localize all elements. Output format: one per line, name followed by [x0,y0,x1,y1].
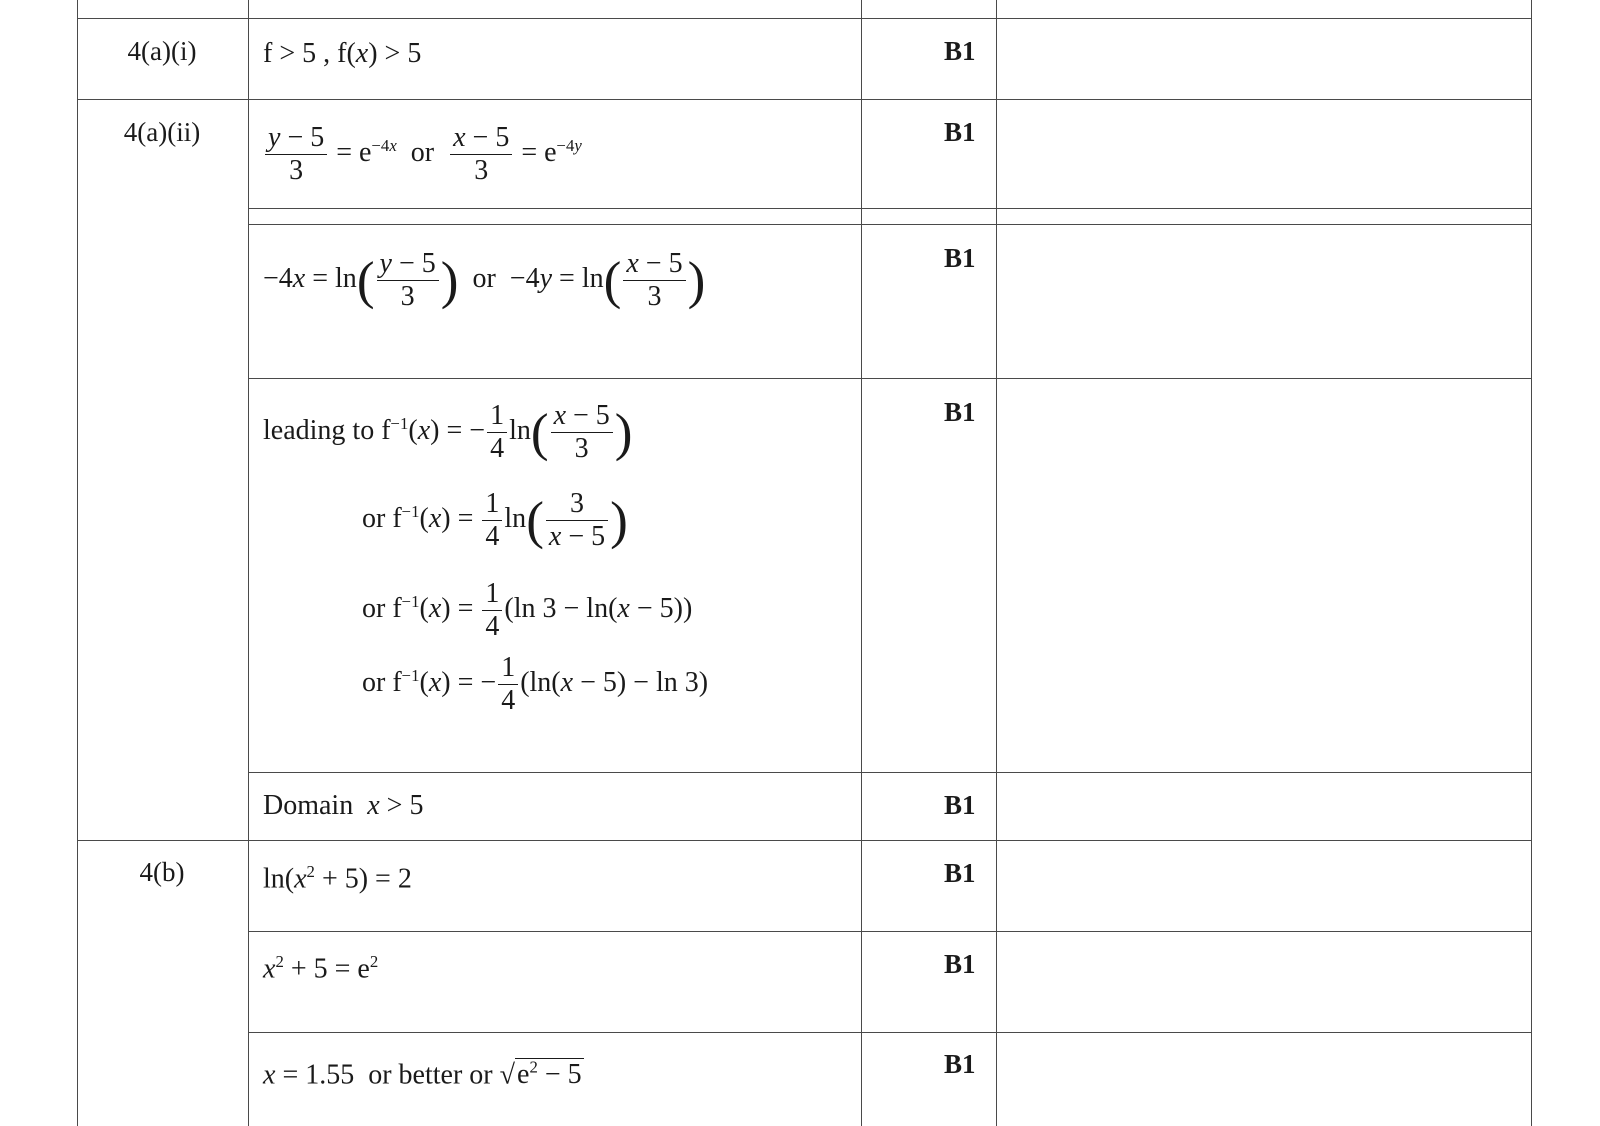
row-line [248,208,1532,209]
row-line [77,840,1532,841]
question-label: 4(b) [139,857,185,887]
answer-domain: Domain x > 5 [263,790,424,821]
or-text: or [362,593,386,625]
row-line [248,931,1532,932]
row-line [248,772,1532,773]
question-label: 4(a)(ii) [123,117,201,147]
answer-inverse-2: or $f^{-1}(x)$ = $\frac{1}{4}$ ln( $\frac{3}{x - 5}$ ) [362,488,628,553]
answer-exponential: $x^2 + 5 = e^2$ [263,952,379,985]
column-line [1531,0,1532,1126]
mark-value: B1 [944,36,976,66]
answer-solution: x = 1.55 or better or $√e^2 - 5$ [263,1058,582,1091]
column-line [248,0,249,1126]
answer-inverse-1: leading to $f^{-1}(x)$ = − $\frac{1}{4}$ ln( $\frac{x - 5}{3}$ ) [263,400,633,465]
domain-text: Domain [263,790,354,821]
answer-logarithm: −4x = ln( $\frac{y - 5}{3}$ ) or −4y = ln( $\frac{x - 5}{3}$ ) [263,248,706,313]
row-line [77,18,1532,19]
column-line [861,0,862,1126]
mark-value: B1 [944,243,976,273]
column-line [996,0,997,1126]
mark-value: B1 [944,790,976,820]
mark-value: B1 [944,397,976,427]
or-text: or [362,667,386,699]
row-line [248,1032,1532,1033]
row-line [248,224,1532,225]
row-line [77,99,1532,100]
answer-inverse-4: or $f^{-1}(x)$ = − $\frac{1}{4}$ (ln(x − 5) − ln 3) [362,652,709,717]
leading-text: leading to [263,415,375,447]
mark-value: B1 [944,117,976,147]
answer-inverse-3: or $f^{-1}(x)$ = $\frac{1}{4}$ (ln 3 − ln(x − 5)) [362,578,693,643]
answer-rearrangement: $\frac{y - 5}{3}$ = $e^{-4x}$ or $\frac{x - 5}{3}$ = $e^{-4y}$ [263,122,582,187]
or-text: or [362,503,386,535]
or-better-text: or better or [368,1059,493,1091]
mark-value: B1 [944,949,976,979]
answer-range: f > 5 , f(x) > 5 [263,38,422,69]
mark-value: B1 [944,1049,976,1079]
row-line [248,378,1532,379]
answer-equation: $\ln(x^2 + 5) = 2$ [263,862,412,895]
question-label: 4(a)(i) [127,36,197,66]
column-line [77,0,78,1126]
mark-value: B1 [944,858,976,888]
